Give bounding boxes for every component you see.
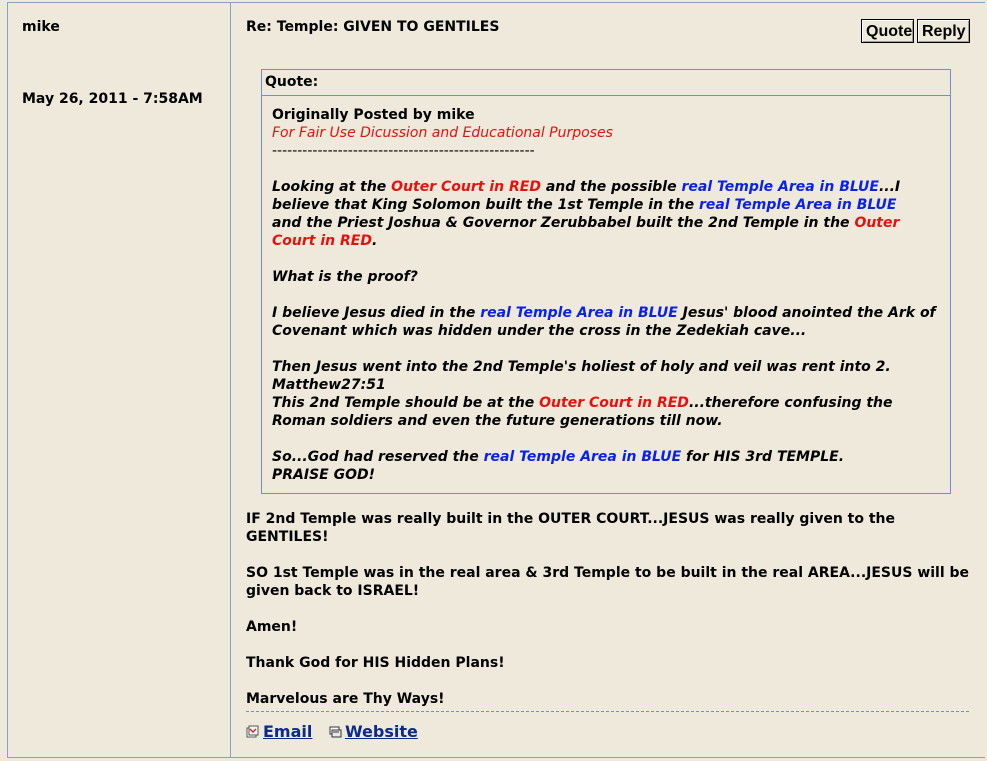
text: Then Jesus went into the 2nd Temple's holiest of holy and veil was rent into 2. Matthew27:51 [272,359,891,393]
text: for HIS 3rd TEMPLE. [681,449,845,465]
text: This 2nd Temple should be at the [272,395,540,411]
text: So...God had reserved the [272,449,484,465]
quote-posted-by: Originally Posted by mike [272,107,475,123]
blue-text: real Temple Area in BLUE [480,305,678,321]
text: ...therefore confusing the Roman soldiers and even the future generations till now. [272,395,893,429]
quote-block [261,69,951,494]
body-line: Thank God for HIS Hidden Plans! [246,655,505,671]
quote-button[interactable]: Quote [861,19,914,43]
quote-paragraph [272,448,940,484]
quote-divider: ---------------------------------------------------- [272,143,535,159]
blue-text: real Temple Area in BLUE [698,197,897,213]
email-icon [246,725,260,739]
post-subject: Re: Temple: GIVEN TO GENTILES [246,19,500,35]
website-link[interactable]: Website [344,722,418,741]
body-line: Amen! [246,619,298,635]
red-text: Outer Court in RED [391,179,541,195]
text: Looking at the [272,179,392,195]
text: . [371,233,378,249]
body-line: SO 1st Temple was in the real area & 3rd Temple to be built in the real AREA...JESUS will be given back to ISRAEL! [246,565,970,599]
post-body [246,510,976,726]
author-column [7,2,231,757]
blue-text: real Temple Area in BLUE [483,449,682,465]
quote-paragraph [272,304,940,340]
body-line: Marvelous are Thy Ways! [246,691,445,707]
text: I believe Jesus died in the [272,305,481,321]
post-date: May 26, 2011 - 7:58AM [22,91,203,107]
text: PRAISE GOD! [272,467,376,483]
text: Jesus' blood anointed the Ark of Covenant which was hidden under the cross in the Zedekiah cave... [272,305,936,339]
blue-text: real Temple Area in BLUE [681,179,879,195]
reply-button[interactable]: Reply [917,19,970,43]
author-name: mike [22,19,60,35]
quote-label: Quote: [265,74,319,90]
quote-paragraph [272,358,940,430]
quote-fair-use: For Fair Use Dicussion and Educational Purposes [272,125,613,141]
post-links [246,722,428,741]
text: and the Priest Joshua & Governor Zerubbabel built the 2nd Temple in the [272,215,855,231]
red-text: Outer Court in RED [272,215,900,249]
body-line: IF 2nd Temple was really built in the OUTER COURT...JESUS was really given to the GENTILES! [246,511,896,545]
email-link[interactable]: Email [263,722,313,741]
text: and the possible [540,179,682,195]
quote-paragraph: What is the proof? [272,269,418,285]
quote-content [262,95,950,493]
signature-divider [246,711,969,712]
bottom-border [7,757,985,758]
red-text: Outer Court in RED [539,395,689,411]
text: ...I believe that King Solomon built the 1st Temple in the [272,179,901,213]
website-icon [328,725,342,739]
quote-paragraph [272,178,940,250]
post-content [232,2,985,757]
